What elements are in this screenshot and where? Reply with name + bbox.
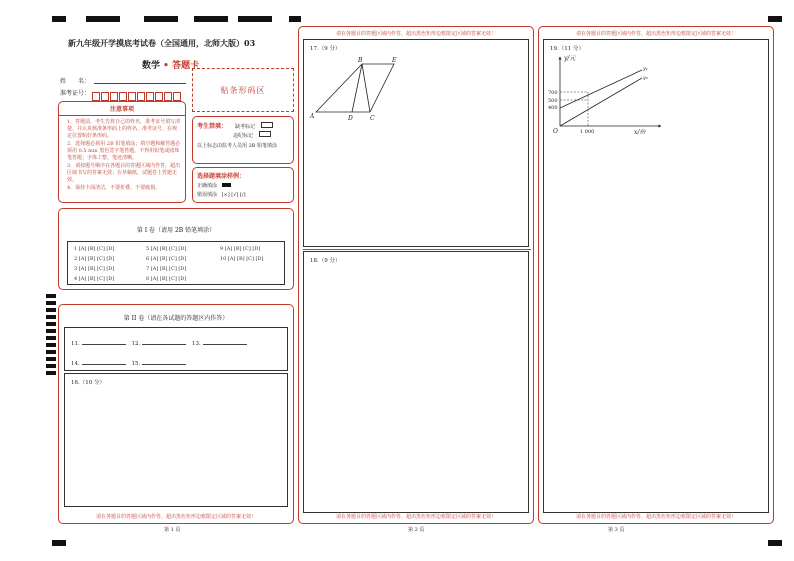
part2-box bbox=[58, 304, 294, 524]
point-b: B bbox=[358, 57, 363, 64]
alignment-mark bbox=[86, 16, 120, 22]
q13-answer[interactable] bbox=[203, 338, 247, 345]
q11-answer[interactable] bbox=[82, 338, 126, 345]
point-c: C bbox=[370, 115, 375, 122]
absent-box[interactable] bbox=[261, 122, 273, 128]
name-line bbox=[94, 83, 186, 84]
x-axis-label: x/份 bbox=[634, 129, 646, 134]
divider bbox=[303, 249, 531, 250]
notice-box bbox=[58, 101, 186, 203]
alignment-mark bbox=[289, 16, 301, 22]
y-axis-label: y/元 bbox=[564, 55, 576, 62]
warning-text: 请在各题目的答题区域内作答，超出黑色矩形边框限定区域的答案无效！ bbox=[335, 31, 496, 37]
wrong-label: 错误填涂 bbox=[197, 192, 218, 198]
line-y2-label: y₂ bbox=[643, 75, 648, 81]
q18-label: 18.（9 分） bbox=[310, 258, 341, 264]
q15-label: 15. bbox=[131, 361, 141, 367]
bullet: • bbox=[163, 61, 169, 71]
timing-marks bbox=[46, 294, 56, 378]
notice-item: 3．请按题号顺序在各题目的答题区域内作答，超出区域书写的答案无效；在草稿纸、试题卷上答题无效。 bbox=[67, 163, 181, 183]
warning-text: 请在各题目的答题区域内作答，超出黑色矩形边框限定区域的答案无效！ bbox=[575, 514, 736, 520]
page-number-2: 第 2 页 bbox=[408, 527, 425, 533]
subject-title bbox=[142, 58, 199, 71]
y-tick-700: 700 bbox=[548, 90, 558, 96]
alignment-mark bbox=[52, 16, 66, 22]
warning-text: 请在各题目的答题区域内作答，超出黑色矩形边框限定区域的答案无效！ bbox=[575, 31, 736, 37]
alignment-mark bbox=[52, 540, 66, 546]
y-tick-500: 500 bbox=[548, 98, 558, 104]
point-a: A bbox=[310, 113, 315, 120]
q17-label: 17.（9 分） bbox=[310, 46, 341, 52]
page-number-3: 第 3 页 bbox=[608, 527, 625, 533]
q13-label: 13. bbox=[192, 341, 201, 347]
exam-no-label: 准考证号： bbox=[60, 90, 91, 97]
notice-item: 1．答题前，考生先将自己的姓名，准考证号填写清楚，并认真核准条形码上的姓名、准考证号，在规定位置贴好条形码。 bbox=[67, 119, 181, 139]
fill-blank-area bbox=[64, 327, 288, 371]
wrong-marks: [×] [√] [/] bbox=[221, 192, 246, 198]
notice-item: 2．选择题必须用 2B 铅笔填涂；填空题和解答题必须用 0.5 mm 黑色签字笔答题，不得用铅笔或圆珠笔答题；字体工整、笔迹清晰。 bbox=[67, 141, 181, 161]
page2-box bbox=[298, 26, 534, 524]
point-d: D bbox=[348, 115, 353, 122]
q12-answer[interactable] bbox=[142, 338, 186, 345]
barcode-area bbox=[192, 68, 294, 112]
choice-grid bbox=[67, 241, 285, 285]
page-number-1: 第 1 页 bbox=[164, 527, 181, 533]
candidate-box bbox=[192, 116, 294, 164]
alignment-mark bbox=[238, 16, 272, 22]
warning-text: 请在各题目的答题区域内作答，超出黑色矩形边框限定区域的答案无效！ bbox=[335, 514, 496, 520]
q18-area[interactable] bbox=[303, 251, 529, 513]
q14-label: 14. bbox=[71, 361, 80, 367]
part2-title: 第 II 卷（请在各试题的答题区内作答） bbox=[123, 315, 229, 322]
choice-q6[interactable]: 6 [A] [B] [C] [D] bbox=[146, 256, 187, 262]
q11-label: 11. bbox=[71, 341, 80, 347]
q17-area[interactable] bbox=[303, 39, 529, 247]
choice-q7[interactable]: 7 [A] [B] [C] [D] bbox=[146, 266, 187, 272]
choice-q2[interactable]: 2 [A] [B] [C] [D] bbox=[74, 256, 115, 262]
choice-q4[interactable]: 4 [A] [B] [C] [D] bbox=[74, 276, 115, 282]
page3-box bbox=[538, 26, 774, 524]
barcode-label: 贴条形码区 bbox=[220, 85, 266, 95]
part1-title: 第 I 卷（请用 2B 铅笔填涂） bbox=[136, 227, 216, 234]
correct-mark bbox=[222, 183, 231, 187]
x-tick-1000: 1 000 bbox=[580, 129, 595, 134]
choice-q3[interactable]: 3 [A] [B] [C] [D] bbox=[74, 266, 115, 272]
q19-area[interactable] bbox=[543, 39, 769, 513]
violation-box[interactable] bbox=[259, 131, 271, 137]
choice-q8[interactable]: 8 [A] [B] [C] [D] bbox=[146, 276, 187, 282]
choice-q9[interactable]: 9 [A] [B] [C] [D] bbox=[220, 246, 261, 252]
y-tick-400: 400 bbox=[548, 105, 558, 111]
q16-area[interactable] bbox=[64, 373, 288, 507]
alignment-mark bbox=[768, 540, 782, 546]
fill-example-title: 选择题填涂样例： bbox=[197, 173, 246, 180]
notice-item: 4．保持卡面清洁，不要折叠、不要破损。 bbox=[67, 185, 161, 191]
q15-answer[interactable] bbox=[142, 358, 186, 365]
cost-graph bbox=[548, 52, 668, 134]
point-e: E bbox=[392, 57, 397, 64]
alignment-mark bbox=[768, 16, 782, 22]
part1-box bbox=[58, 208, 294, 290]
choice-q10[interactable]: 10 [A] [B] [C] [D] bbox=[220, 256, 264, 262]
violation-label: 违纪标记 bbox=[233, 133, 254, 139]
choice-q5[interactable]: 5 [A] [B] [C] [D] bbox=[146, 246, 187, 252]
exam-title: 新九年级开学摸底考试卷（全国通用，北师大版）03 bbox=[68, 38, 256, 48]
origin-label: O bbox=[553, 128, 558, 134]
alignment-mark bbox=[194, 16, 228, 22]
warning-text: 请在各题目的答题区域内作答，超出黑色矩形边框限定区域的答案无效！ bbox=[95, 514, 256, 520]
alignment-mark bbox=[144, 16, 178, 22]
q19-label: 19.（11 分） bbox=[550, 46, 584, 52]
card-label: 答题卡 bbox=[172, 61, 200, 71]
candidate-note: 以上标志由监考人员用 2B 铅笔填涂 bbox=[197, 143, 278, 149]
line-y1-label: y₁ bbox=[643, 66, 648, 72]
candidate-title: 考生禁填： bbox=[197, 123, 228, 130]
name-label: 姓 名： bbox=[60, 78, 91, 85]
correct-label: 正确填涂 bbox=[197, 183, 218, 189]
q16-label: 16.（10 分） bbox=[71, 380, 105, 386]
absent-label: 缺考标记 bbox=[234, 124, 255, 130]
q12-label: 12. bbox=[131, 341, 141, 347]
parallelogram-figure bbox=[308, 56, 398, 126]
choice-q1[interactable]: 1 [A] [B] [C] [D] bbox=[74, 246, 115, 252]
fill-example-box bbox=[192, 167, 294, 203]
q14-answer[interactable] bbox=[82, 358, 126, 365]
subject-label: 数学 bbox=[142, 61, 161, 71]
notice-title: 注意事项 bbox=[59, 102, 185, 116]
